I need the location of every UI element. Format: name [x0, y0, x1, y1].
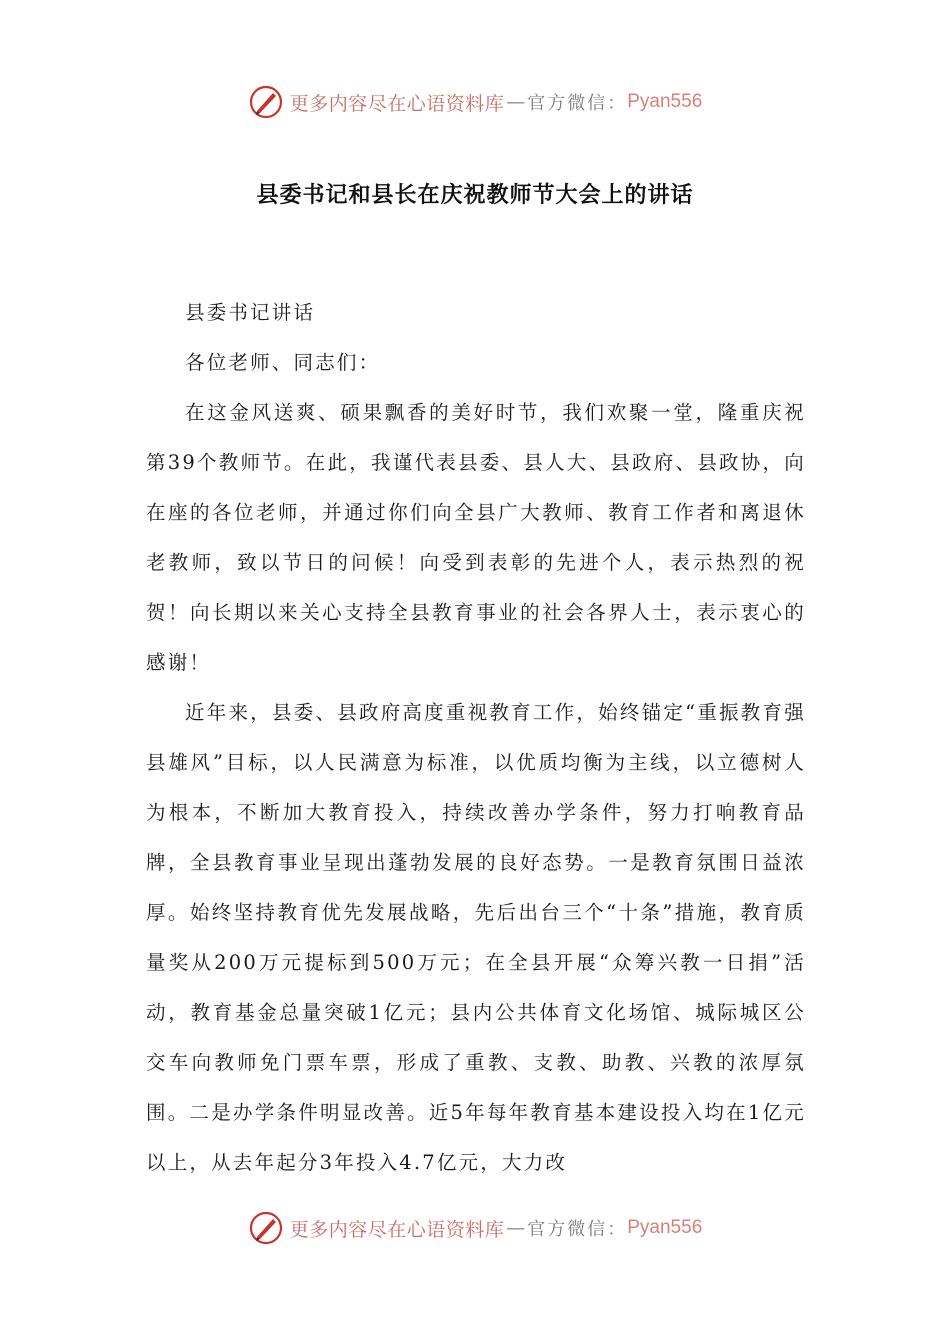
page-title: 县委书记和县长在庆祝教师节大会上的讲话 [256, 183, 694, 208]
pen-logo-icon [248, 1210, 284, 1246]
banner-label: 官方微信： [527, 1219, 628, 1240]
footer-watermark-banner [0, 1208, 950, 1248]
banner-dash: — [506, 1217, 526, 1239]
banner-text: 更多内容尽在心语资料库 [289, 1218, 505, 1241]
banner-text: 更多内容尽在心语资料库 [289, 92, 505, 115]
paragraph: 近年来，县委、县政府高度重视教育工作，始终锚定“重振教育强县雄风”目标，以人民满意为标准，以优质均衡为主线，以立德树人为根本，不断加大教育投入，持续改善办学条件，努力打响教育品牌，全县教育事业呈现出蓬勃发展的良好态势。一是教育氛围日益浓厚。始终坚持教育优先发展战略，先后出台三个“十条”措施，教育质量奖从200万元提标到500万元；在全县开展“众筹兴教一日捐”活动，教育基金总量突破1亿元；县内公共体育文化场馆、城际城区公交车向教师免门票车票，形成了重教、支教、助教、兴教的浓厚氛围。二是办学条件明显改善。近5年每年教育基本建设投入均在1亿元以上，从去年起分3年投入4.7亿元，大力改 [146, 701, 806, 1174]
paragraph: 在这金风送爽、硕果飘香的美好时节，我们欢聚一堂，隆重庆祝第39个教师节。在此，我谨代表县委、县人大、县政府、县政协，向在座的各位老师，并通过你们向全县广大教师、教育工作者和离退休老教师，致以节日的问候！向受到表彰的先进个人，表示热烈的祝贺！向长期以来关心支持全县教育事业的社会各界人士，表示衷心的感谢！ [146, 401, 806, 674]
header-watermark-banner [0, 82, 950, 122]
pen-logo-icon [248, 84, 284, 120]
banner-wechat-id: Pyan556 [627, 1217, 703, 1238]
banner-dash: — [506, 91, 526, 113]
banner-label: 官方微信： [527, 93, 628, 114]
salutation: 各位老师、同志们： [185, 351, 381, 374]
banner-wechat-id: Pyan556 [627, 91, 703, 112]
document-body [146, 288, 806, 1188]
section-heading: 县委书记讲话 [185, 301, 316, 324]
